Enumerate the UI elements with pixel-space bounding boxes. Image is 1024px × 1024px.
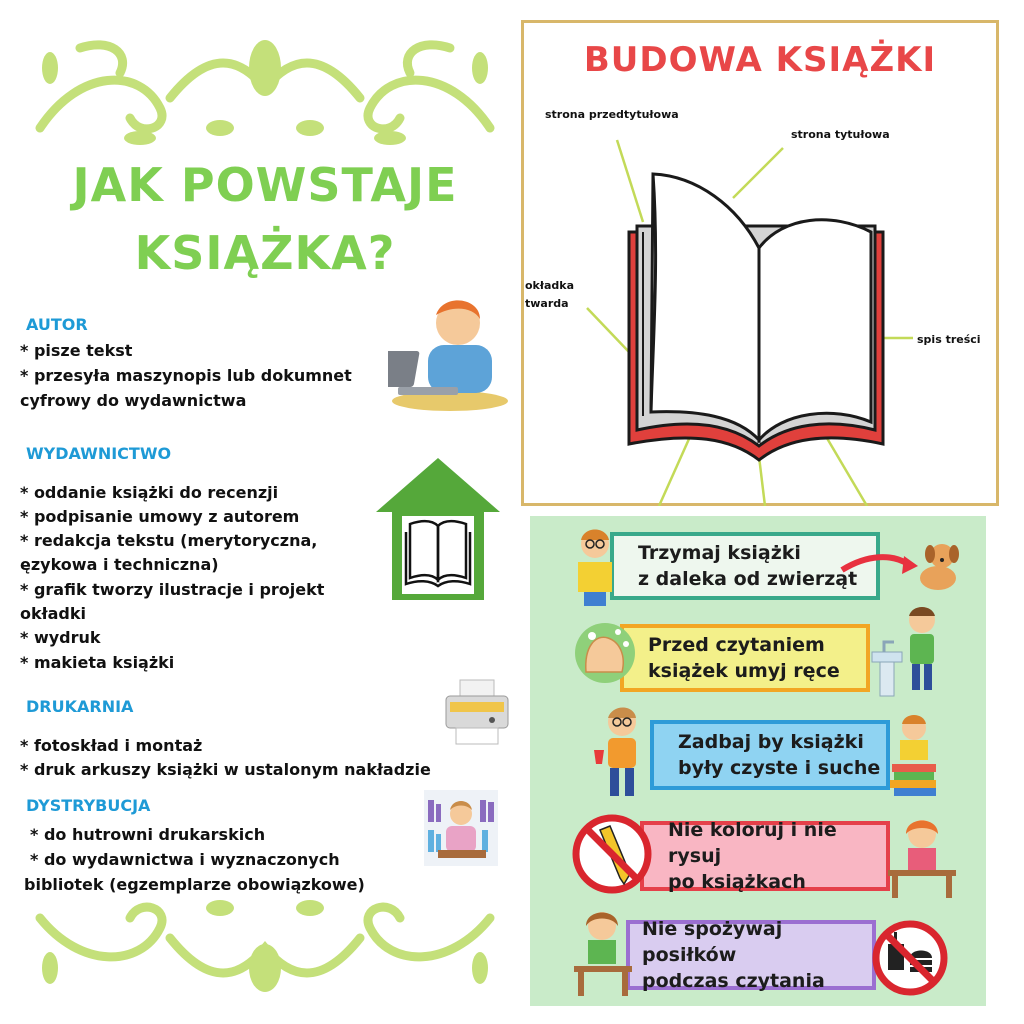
rule-card [640,821,890,891]
open-book-diagram-icon [521,20,999,506]
list-item: * pisze tekst [20,341,133,360]
section-heading-drukarnia: DRUKARNIA [26,697,134,716]
printer-icon [444,678,510,746]
list-item: * do wydawnictwa i wyznaczonych [30,850,340,869]
boy-at-sink-icon [870,602,946,698]
section-heading-dystrybucja: DYSTRYBUCJA [26,796,151,815]
dog-icon [838,540,962,596]
rule-text-line2: książek umyj ręce [648,660,840,682]
library-distribution-icon [424,790,498,866]
rule-text-line1: Nie koloruj i nie rysuj [668,819,837,867]
label-cover-line2: twarda [525,297,569,310]
how-book-is-made-panel [20,18,510,1008]
reading-child-icon [570,526,620,608]
label-pre-title-page: strona przedtytułowa [545,108,679,121]
girl-at-desk-icon [886,814,958,900]
list-item: * wydruk [20,628,101,647]
list-item: * grafik tworzy ilustracje i projekt [20,580,325,599]
rule-text-line1: Trzymaj książki [638,542,801,564]
label-cover-line1: okładka [525,279,574,292]
list-item: * oddanie książki do recenzji [20,483,279,502]
rule-text-line2: z daleka od zwierząt [638,568,858,590]
list-item: bibliotek (egzemplarze obowiązkowe) [24,875,365,894]
rule-text-line2: były czyste i suche [678,757,881,779]
no-pencil-icon [570,812,654,896]
main-title-line2: KSIĄŻKA? [134,226,396,280]
no-food-icon [870,918,950,998]
book-structure-title: BUDOWA KSIĄŻKI [583,40,937,80]
author-at-laptop-icon [388,293,510,413]
label-title-page: strona tytułowa [791,128,890,141]
rule-text-line1: Przed czytaniem [648,634,825,656]
girl-reading-icon [572,906,634,998]
rule-text-line2: po książkach [668,871,806,893]
rule-card [620,624,870,692]
section-heading-wydawnictwo: WYDAWNICTWO [26,444,172,463]
main-title-line1: JAK POWSTAJE [72,158,458,212]
floral-ornament-icon [20,28,510,148]
label-table-of-contents: spis treści [917,333,981,346]
list-item: * do hutrowni drukarskich [30,825,266,844]
floral-ornament-icon [20,888,510,998]
book-structure-panel [521,20,999,506]
list-item: ęzykowa i techniczna) [20,555,219,574]
list-item: * druk arkuszy książki w ustalonym nakładzie [20,760,431,779]
list-item: * podpisanie umowy z autorem [20,507,300,526]
rule-text-line2: podczas czytania [642,970,825,992]
list-item: okładki [20,604,86,623]
list-item: * redakcja tekstu (merytoryczna, [20,531,318,550]
rule-card [626,920,876,990]
rule-text-line1: Zadbaj by książki [678,731,864,753]
boy-with-backpack-icon [588,704,650,800]
list-item: * przesyła maszynopis lub dokumnet [20,366,352,385]
list-item: cyfrowy do wydawnictwa [20,391,247,410]
rule-text-line1: Nie spożywaj posiłków [642,918,783,966]
list-item: * makieta książki [20,653,175,672]
section-heading-autor: AUTOR [26,315,88,334]
list-item: * fotoskład i montaż [20,736,203,755]
books-stack-icon [886,712,942,800]
washing-hands-icon [574,616,636,690]
rule-card [650,720,890,790]
book-care-rules-panel [530,516,986,1006]
publisher-house-book-icon [372,454,504,602]
